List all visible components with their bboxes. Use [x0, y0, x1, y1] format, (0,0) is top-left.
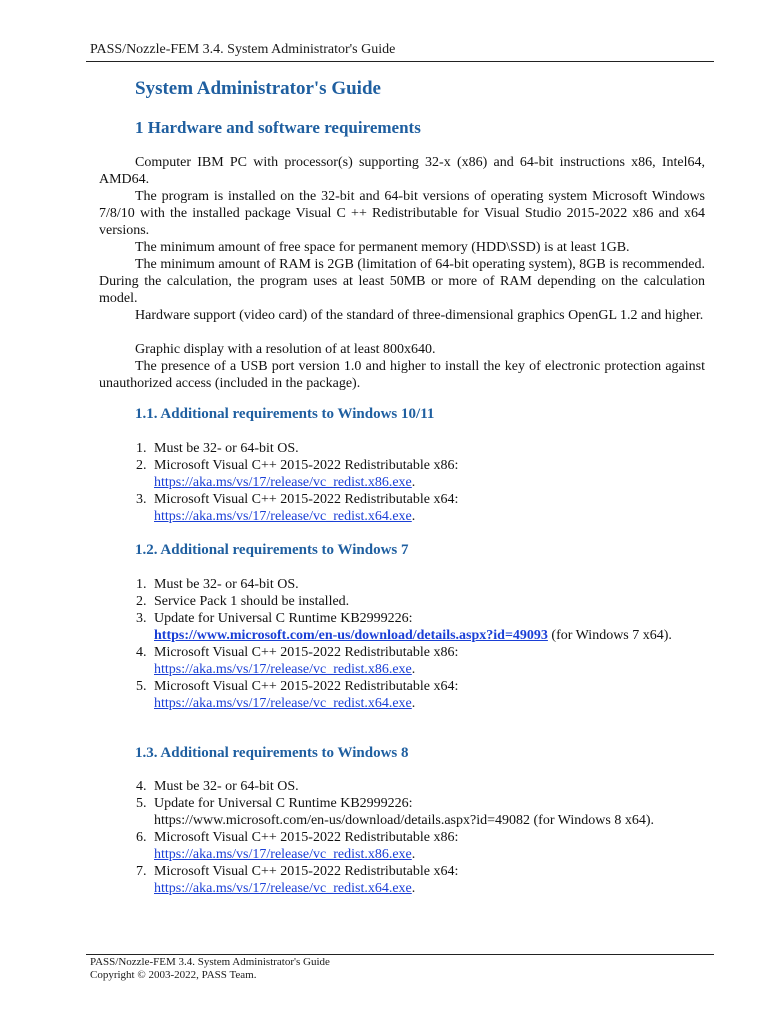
- list-item: 1. Must be 32- or 64-bit OS.: [136, 441, 299, 456]
- paragraph-video: Hardware support (video card) of the standard of three-dimensional graphics OpenGL 1.2 and higher.: [135, 308, 704, 323]
- header-rule: [86, 61, 714, 62]
- footer-rule: [86, 954, 714, 955]
- list-item: 1. Must be 32- or 64-bit OS.: [136, 577, 299, 592]
- document-title: System Administrator's Guide: [135, 78, 381, 99]
- vc-redist-x64-link[interactable]: https://aka.ms/vs/17/release/vc_redist.x64.exe: [154, 696, 412, 711]
- list-win7: [136, 576, 705, 712]
- list-win8: [136, 778, 705, 897]
- paragraph-os: The program is installed on the 32-bit and 64-bit versions of operating system Microsoft Windows 7/8/10 with the installed package Visual C ++ Redistributable for Visual Studio 2015-2022 x86 and x64 versions.: [99, 189, 705, 238]
- list-win10: [136, 440, 705, 525]
- list-item: 6. Microsoft Visual C++ 2015-2022 Redistributable x86: https://aka.ms/vs/17/release/vc_redist.x86.exe.: [136, 830, 459, 862]
- list-item: 2. Service Pack 1 should be installed.: [136, 594, 350, 609]
- list-item: 3. Update for Universal C Runtime KB2999226: https://www.microsoft.com/en-us/download/details.aspx?id=49093 (for Windows 7 x64).: [136, 611, 672, 643]
- paragraph-usb: The presence of a USB port version 1.0 and higher to install the key of electronic protection against unauthorized access (included in the package).: [99, 359, 705, 391]
- list-item: 4. Microsoft Visual C++ 2015-2022 Redistributable x86: https://aka.ms/vs/17/release/vc_redist.x86.exe.: [136, 645, 459, 677]
- running-header: PASS/Nozzle-FEM 3.4. System Administrator's Guide: [90, 42, 396, 57]
- list-item: 2. Microsoft Visual C++ 2015-2022 Redistributable x86: https://aka.ms/vs/17/release/vc_redist.x86.exe.: [136, 458, 459, 490]
- section-heading-1-2: 1.2. Additional requirements to Windows 7: [135, 542, 409, 558]
- list-item: 4. Must be 32- or 64-bit OS.: [136, 779, 299, 794]
- section-heading-1-1: 1.1. Additional requirements to Windows 10/11: [135, 406, 435, 422]
- paragraph-display: Graphic display with a resolution of at least 800x640.: [135, 342, 436, 357]
- list-item: 7. Microsoft Visual C++ 2015-2022 Redistributable x64: https://aka.ms/vs/17/release/vc_redist.x64.exe.: [136, 864, 459, 896]
- paragraph-cpu: Computer IBM PC with processor(s) supporting 32-x (x86) and 64-bit instructions x86, Intel64, AMD64.: [99, 155, 705, 187]
- section-heading-1: 1 Hardware and software requirements: [135, 118, 421, 137]
- paragraph-disk: The minimum amount of free space for permanent memory (HDD\SSD) is at least 1GB.: [135, 240, 630, 255]
- kb2999226-win7-link[interactable]: https://www.microsoft.com/en-us/download/details.aspx?id=49093: [154, 628, 548, 643]
- footer-title: PASS/Nozzle-FEM 3.4. System Administrator's Guide: [90, 956, 330, 968]
- list-item: 5. Update for Universal C Runtime KB2999226: https://www.microsoft.com/en-us/download/details.aspx?id=49082 (for Windows 8 x64).: [136, 796, 654, 828]
- list-item: 5. Microsoft Visual C++ 2015-2022 Redistributable x64: https://aka.ms/vs/17/release/vc_redist.x64.exe.: [136, 679, 459, 711]
- vc-redist-x64-link[interactable]: https://aka.ms/vs/17/release/vc_redist.x64.exe: [154, 881, 412, 896]
- vc-redist-x86-link[interactable]: https://aka.ms/vs/17/release/vc_redist.x86.exe: [154, 847, 412, 862]
- footer-copyright: Copyright © 2003-2022, PASS Team.: [90, 969, 257, 981]
- section-heading-1-3: 1.3. Additional requirements to Windows 8: [135, 745, 409, 761]
- page-footer: [90, 956, 330, 982]
- list-item: 3. Microsoft Visual C++ 2015-2022 Redistributable x64: https://aka.ms/vs/17/release/vc_redist.x64.exe.: [136, 492, 459, 524]
- paragraph-ram: The minimum amount of RAM is 2GB (limitation of 64-bit operating system), 8GB is recommended. During the calculation, the program uses at least 50MB or more of RAM depending on the calculation model.: [99, 257, 705, 306]
- vc-redist-x86-link[interactable]: https://aka.ms/vs/17/release/vc_redist.x86.exe: [154, 662, 412, 677]
- vc-redist-x86-link[interactable]: https://aka.ms/vs/17/release/vc_redist.x86.exe: [154, 475, 412, 490]
- vc-redist-x64-link[interactable]: https://aka.ms/vs/17/release/vc_redist.x64.exe: [154, 509, 412, 524]
